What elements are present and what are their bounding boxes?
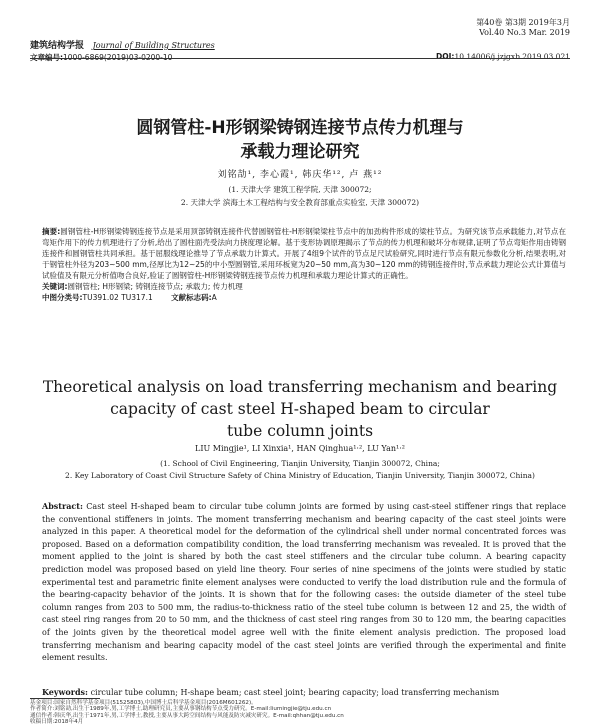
footnote-corresponding: 通信作者:韩庆华,出生于1971年,男,工学博士,教授,主要从事大跨空间结构与风能及防灾减灾研究。E-mail:qhhan@tju.edu.cn xyxy=(30,712,344,719)
affiliation-en-2: 2. Key Laboratory of Coast Civil Structure Safety of China Ministry of Education, Tianjin University, Tianjin 300072, China) xyxy=(65,471,535,480)
abstract-en-label: Abstract: xyxy=(42,501,83,511)
doi-label: DOI: xyxy=(436,52,455,61)
abstract-cn-body xyxy=(42,226,566,281)
authors-en: LIU Mingjie¹, LI Xinxia¹, HAN Qinghua¹·², LU Yan¹·² xyxy=(195,444,405,453)
title-cn xyxy=(0,116,600,164)
doi xyxy=(436,52,570,61)
footnote-rule xyxy=(30,698,100,699)
classification-line xyxy=(42,292,566,303)
article-number-value: 1000-6869(2019)03-0200-10 xyxy=(63,53,173,62)
footnotes xyxy=(30,700,570,726)
abstract-cn-text: 圆钢管柱-H形钢梁铸钢连接节点是采用顶部铸钢连接件代替圆钢管柱-H形钢梁梁柱节点中的加劲构件形成的梁柱节点。为研究该节点承载能力,对节点在弯矩作用下的传力机理进行了分析,给出了圆柱面壳受法向力挠度理论解。基于变形协调原理揭示了节点的传力机理和破坏分布规律,证明了节点弯矩作用由铸钢连接件和圆钢管柱共同承担。基于屈服线理论推导了节点承载力计算式。开展了4组9个试件的节点足尺试验研究,同时进行节点有限元参数化分析,结果表明,对于钢管柱外径为203~500 mm,径厚比为12~25的中小型圆钢管,采用环板宽为20~50 mm,高为30~120 mm的铸钢连接件时,节点承载力理论公式计算值与试验值及有限元分析值吻合良好,验证了圆钢管柱-H形钢梁铸钢连接节点传力机理和承载力理论计算式的正确性。 xyxy=(42,227,566,280)
clc-label: 中图分类号: xyxy=(42,293,83,302)
keywords-cn-text: 圆钢管柱; H形钢梁; 铸钢连接节点; 承载力; 传力机理 xyxy=(67,282,243,291)
affiliation-cn-2: 2. 天津大学 滨海土木工程结构与安全教育部重点实验室, 天津 300072) xyxy=(180,198,420,207)
issue-info xyxy=(476,18,570,38)
footnote-received: 收稿日期:2018年4月 xyxy=(30,719,84,726)
footnote-funding: 基金项目:国家自然科学基金项目(51525803),中国博士后科学基金项目(2016M601262)。 xyxy=(30,700,257,706)
header-rule xyxy=(30,58,570,59)
title-en-line1: Theoretical analysis on load transferring mechanism and bearing xyxy=(42,378,558,396)
title-en xyxy=(40,376,560,442)
doc-code-value: A xyxy=(211,293,217,302)
clc-number xyxy=(42,293,153,302)
issue-info-cn: 第40卷 第3期 2019年3月 xyxy=(476,18,570,27)
running-header xyxy=(30,16,570,62)
journal-name-cn: 建筑结构学报 xyxy=(30,41,85,51)
title-en-line3: tube column joints xyxy=(226,422,374,440)
doc-code-label: 文献标志码: xyxy=(171,293,212,302)
article-number-label: 文章编号: xyxy=(30,53,63,62)
keywords-cn xyxy=(42,281,566,292)
affiliation-en-1: (1. School of Civil Engineering, Tianjin University, Tianjin 300072, China; xyxy=(160,459,440,468)
doi-value: 10.14006/j.jzjgxb.2019.03.021 xyxy=(454,52,570,61)
title-cn-line1: 圆钢管柱-H形钢梁铸钢连接节点传力机理与 xyxy=(136,118,464,138)
affiliation-cn-1: (1. 天津大学 建筑工程学院, 天津 300072; xyxy=(228,185,372,194)
abstract-cn-label: 摘要: xyxy=(42,227,61,236)
keywords-en xyxy=(42,687,566,697)
footnote-author: 作者简介:刘铭劼,出生于1989年,男,工学博士,助理研究员,主要从事钢结构节点受力研究。E-mail:liumingjie@tju.edu.cn xyxy=(30,706,332,713)
keywords-cn-label: 关键词: xyxy=(42,282,68,291)
title-en-line2: capacity of cast steel H-shaped beam to circular xyxy=(110,400,490,418)
journal-name-en: Journal of Building Structures xyxy=(92,41,215,50)
keywords-en-text: circular tube column; H-shape beam; cast steel joint; bearing capacity; load transferring mechanism xyxy=(90,688,500,697)
abstract-en-text: Cast steel H-shaped beam to circular tube column joints are formed by using cast-steel stiffener rings that replace the conventional stiffeners in joints. The moment transferring mechanism and bearing capacity of the cast steel joints were analyzed in this paper. A theoretical model for the deformation of the cylindrical shell under normal concentrated forces was proposed. Based on a deformation compatibility condition, the load transferring mechanism was revealed. It is proved that the moment applied to the joint is shared by both the cast steel stiffeners and the circular tube column. A bearing capacity prediction model was proposed based on yield line theory. Four series of nine specimens of the joints were studied by static experimental test and parametric finite element analyses were conducted to verify the load distribution rule and the formula of the bearing-capacity behavior of the joints. It is shown that for the following cases: the outside diameter of the steel tube column ranges from 203 to 500 mm, the radius-to-thickness ratio of the steel tube column is between 12 and 25, the width of cast steel ring ranges from 20 to 50 mm, and the thickness of cast steel ring ranges from 30 to 120 mm, the bearing capacities of the joints given by the theoretical model agree well with the finite element analysis prediction. The proposed load transferring mechanism and bearing capacity model of the cast steel joints are verified through the experimental and finite element results. xyxy=(42,502,566,663)
title-cn-line2: 承载力理论研究 xyxy=(240,142,360,162)
clc-value: TU391.02 TU317.1 xyxy=(82,293,153,302)
abstract-cn xyxy=(42,226,566,303)
authors-cn: 刘铭劼¹, 李心霞¹, 韩庆华¹², 卢 燕¹² xyxy=(217,170,383,180)
issue-info-en: Vol.40 No.3 Mar. 2019 xyxy=(479,28,570,37)
document-code xyxy=(171,293,217,302)
journal-name xyxy=(30,38,215,51)
abstract-en xyxy=(42,500,566,665)
keywords-en-label: Keywords: xyxy=(42,687,89,697)
